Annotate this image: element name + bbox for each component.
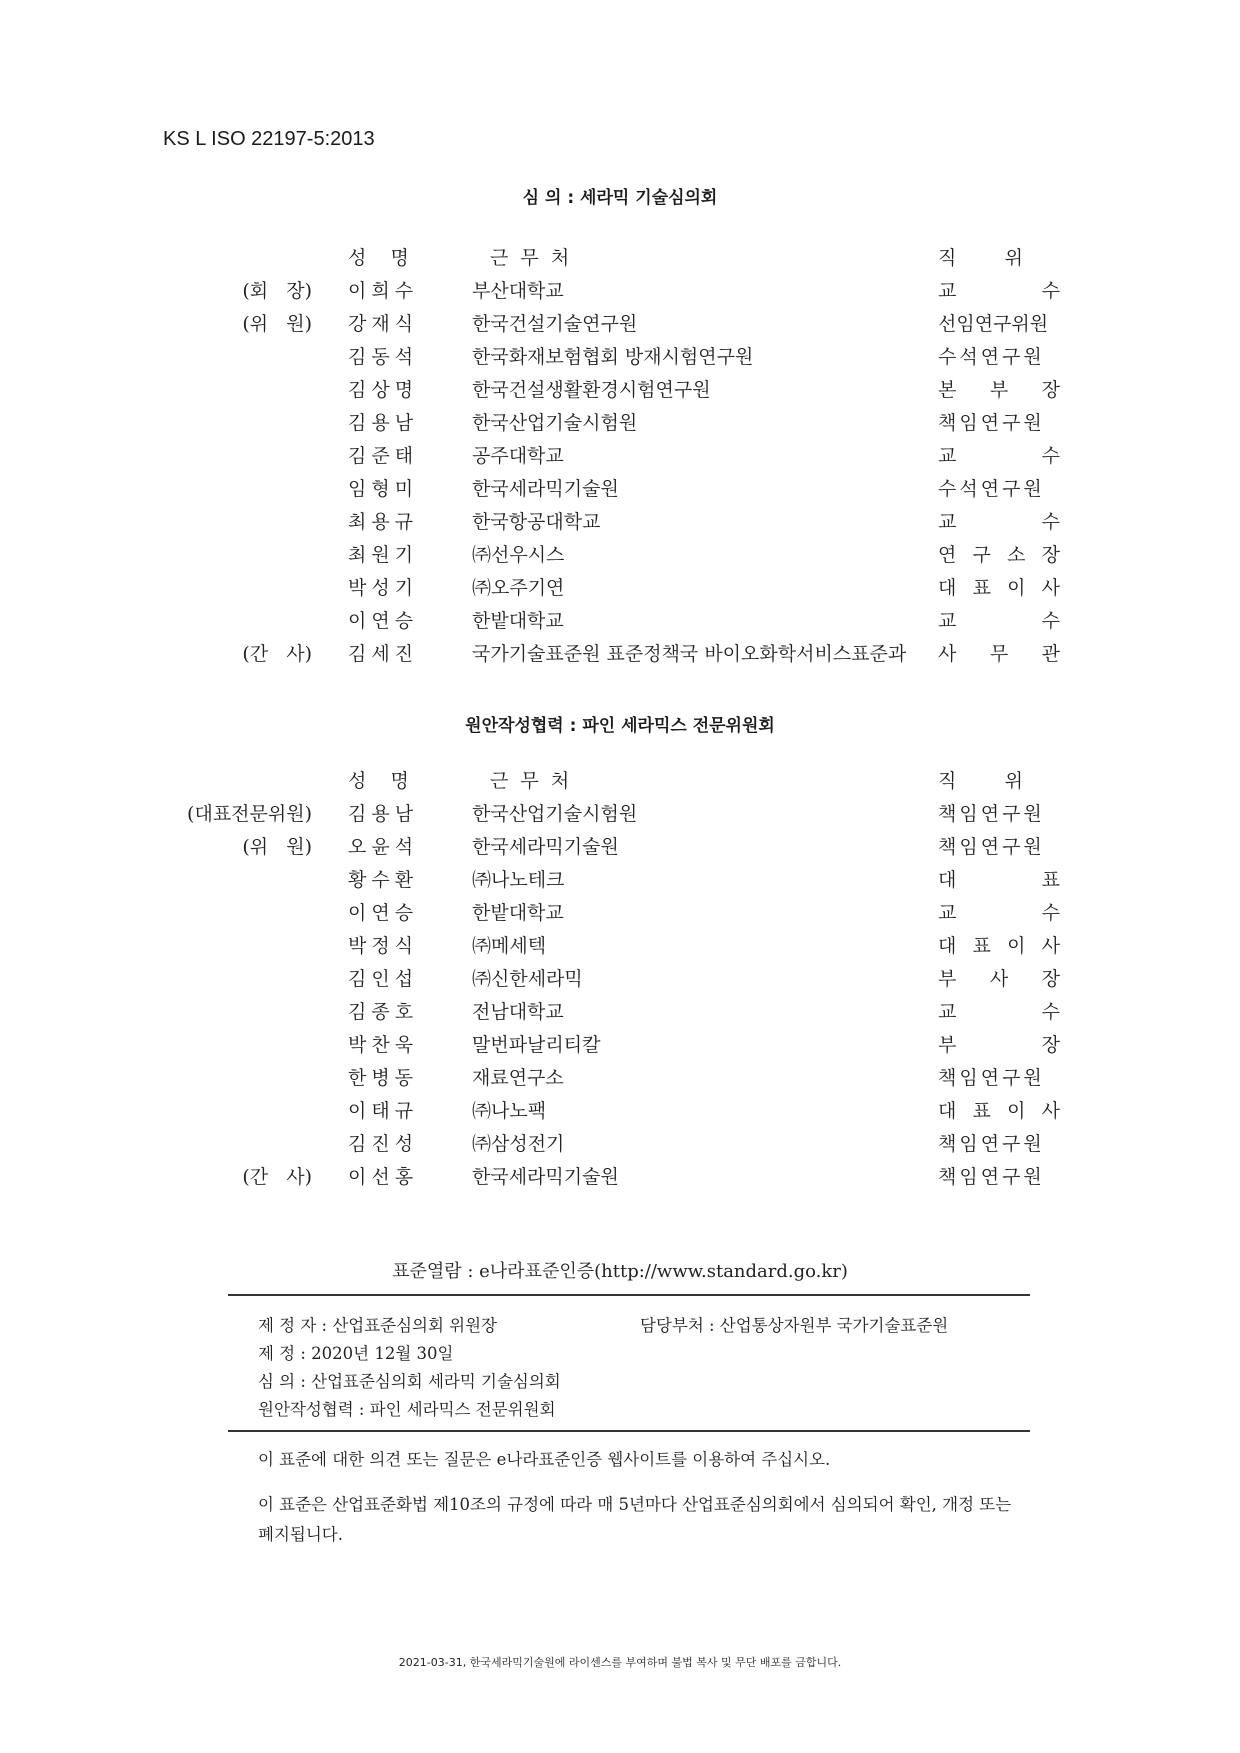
table-row xyxy=(0,276,1240,306)
member-organization: 공주대학교 xyxy=(472,445,564,467)
member-name: 김상명 xyxy=(348,379,419,401)
member-organization: 한밭대학교 xyxy=(472,902,564,924)
member-name: 이연승 xyxy=(348,610,419,632)
member-position: 교 수 xyxy=(938,445,1060,467)
notice-comments: 이 표준에 대한 의견 또는 질문은 e나라표준인증 웹사이트를 이용하여 주십시오. xyxy=(258,1450,831,1469)
member-position: 교 수 xyxy=(938,902,1060,924)
member-organization: 국가기술표준원 표준정책국 바이오화학서비스표준과 xyxy=(472,643,907,665)
member-name: 강재식 xyxy=(348,313,419,335)
member-position: 책임연구원 xyxy=(938,803,1045,825)
table-row xyxy=(0,1129,1240,1159)
table-row xyxy=(0,309,1240,339)
table-row xyxy=(0,606,1240,636)
table-header xyxy=(0,243,1240,273)
member-role: (위 원) xyxy=(242,836,312,858)
member-organization: 한국세라믹기술원 xyxy=(472,1166,619,1188)
table-row xyxy=(0,964,1240,994)
member-role: (간 사) xyxy=(242,1166,312,1188)
member-name: 김인섭 xyxy=(348,968,419,990)
member-position: 연 구 소 장 xyxy=(938,544,1060,566)
member-position: 부 장 xyxy=(938,1034,1060,1056)
table-row xyxy=(0,1063,1240,1093)
member-name: 김진성 xyxy=(348,1133,419,1155)
member-position: 교 수 xyxy=(938,511,1060,533)
member-organization: 말번파날리티칼 xyxy=(472,1034,601,1056)
member-name: 오윤석 xyxy=(348,836,419,858)
table-row xyxy=(0,1162,1240,1192)
divider-top xyxy=(228,1294,1030,1296)
member-position: 대 표 이 사 xyxy=(938,577,1060,599)
table-row xyxy=(0,1096,1240,1126)
member-position: 본 부 장 xyxy=(938,379,1060,401)
member-position: 수석연구원 xyxy=(938,478,1045,500)
member-organization: 한국건설생활환경시험연구원 xyxy=(472,379,711,401)
member-position: 책임연구원 xyxy=(938,1166,1045,1188)
table-row xyxy=(0,540,1240,570)
license-footer: 2021-03-31, 한국세라믹기술원에 라이센스를 부여하며 불법 복사 및 무단 배포를 금합니다. xyxy=(398,1656,842,1669)
member-organization: ㈜나노테크 xyxy=(472,869,565,891)
member-organization: ㈜삼성전기 xyxy=(472,1133,565,1155)
notice-review: 이 표준은 산업표준화법 제10조의 규정에 따라 매 5년마다 산업표준심의회에서 심의되어 확인, 개정 또는 폐지됩니다. xyxy=(258,1495,1012,1544)
table-row xyxy=(0,1030,1240,1060)
member-name: 황수환 xyxy=(348,869,419,891)
table-row xyxy=(0,573,1240,603)
member-position: 부 사 장 xyxy=(938,968,1060,990)
header-position: 직 위 xyxy=(938,247,1024,269)
table-row xyxy=(0,799,1240,829)
member-position: 대 표 xyxy=(938,869,1060,891)
member-role: (간 사) xyxy=(242,643,312,665)
member-name: 이태규 xyxy=(348,1100,419,1122)
draft-cooperation: 원안작성협력 : 파인 세라믹스 전문위원회 xyxy=(258,1400,556,1419)
deliberation: 심 의 : 산업표준심의회 세라믹 기술심의회 xyxy=(258,1372,561,1391)
header-org: 근 무 처 xyxy=(490,770,570,792)
member-organization: ㈜오주기연 xyxy=(472,577,565,599)
member-organization: ㈜선우시스 xyxy=(472,544,565,566)
header-org: 근 무 처 xyxy=(490,247,570,269)
member-name: 한병동 xyxy=(348,1067,419,1089)
header-name: 성 명 xyxy=(348,247,409,269)
enacted-date: 제 정 : 2020년 12월 30일 xyxy=(258,1344,454,1363)
member-name: 김동석 xyxy=(348,346,419,368)
member-position: 교 수 xyxy=(938,1001,1060,1023)
member-organization: ㈜메세텍 xyxy=(472,935,547,957)
enacted-by: 제 정 자 : 산업표준심의회 위원장 xyxy=(258,1316,497,1335)
document-code: KS L ISO 22197-5:2013 xyxy=(163,128,375,150)
member-organization: 한국세라믹기술원 xyxy=(472,836,619,858)
member-name: 김종호 xyxy=(348,1001,419,1023)
member-name: 최원기 xyxy=(348,544,419,566)
member-organization: 한국산업기술시험원 xyxy=(472,412,638,434)
member-name: 이연승 xyxy=(348,902,419,924)
table-row xyxy=(0,507,1240,537)
member-position: 교 수 xyxy=(938,280,1060,302)
member-organization: 전남대학교 xyxy=(472,1001,564,1023)
member-position: 책임연구원 xyxy=(938,1133,1045,1155)
member-name: 박정식 xyxy=(348,935,419,957)
member-position: 사 무 관 xyxy=(938,643,1060,665)
member-organization: 한국항공대학교 xyxy=(472,511,601,533)
member-name: 김준태 xyxy=(348,445,419,467)
member-organization: ㈜신한세라믹 xyxy=(472,968,583,990)
member-organization: ㈜나노팩 xyxy=(472,1100,547,1122)
member-position: 교 수 xyxy=(938,610,1060,632)
table-row xyxy=(0,832,1240,862)
member-name: 김용남 xyxy=(348,803,419,825)
member-name: 박찬욱 xyxy=(348,1034,419,1056)
table-row xyxy=(0,997,1240,1027)
divider-bottom xyxy=(228,1430,1030,1432)
member-role: (위 원) xyxy=(242,313,312,335)
member-role: (대표전문위원) xyxy=(187,803,312,825)
member-position: 수석연구원 xyxy=(938,346,1045,368)
header-name: 성 명 xyxy=(348,770,409,792)
member-organization: 한국건설기술연구원 xyxy=(472,313,638,335)
member-organization: 한국산업기술시험원 xyxy=(472,803,638,825)
member-name: 최용규 xyxy=(348,511,419,533)
member-position: 책임연구원 xyxy=(938,412,1045,434)
header-position: 직 위 xyxy=(938,770,1024,792)
table-row xyxy=(0,898,1240,928)
standard-view-link: 표준열람 : e나라표준인증(http://www.standard.go.kr) xyxy=(392,1261,848,1282)
member-name: 김세진 xyxy=(348,643,419,665)
member-position: 선임연구위원 xyxy=(938,313,1049,335)
member-organization: 한국세라믹기술원 xyxy=(472,478,619,500)
member-name: 임형미 xyxy=(348,478,419,500)
member-position: 대 표 이 사 xyxy=(938,1100,1060,1122)
table-row xyxy=(0,342,1240,372)
table-row xyxy=(0,408,1240,438)
table-row xyxy=(0,375,1240,405)
member-position: 책임연구원 xyxy=(938,836,1045,858)
member-organization: 한국화재보험협회 방재시험연구원 xyxy=(472,346,754,368)
member-organization: 부산대학교 xyxy=(472,280,564,302)
member-name: 박성기 xyxy=(348,577,419,599)
member-name: 김용남 xyxy=(348,412,419,434)
member-name: 이선홍 xyxy=(348,1166,419,1188)
section2-title: 원안작성협력 : 파인 세라믹스 전문위원회 xyxy=(465,716,775,736)
section1-title: 심 의 : 세라믹 기술심의회 xyxy=(522,188,718,208)
table-row xyxy=(0,474,1240,504)
member-organization: 재료연구소 xyxy=(472,1067,564,1089)
member-name: 이희수 xyxy=(348,280,419,302)
member-organization: 한밭대학교 xyxy=(472,610,564,632)
member-position: 책임연구원 xyxy=(938,1067,1045,1089)
table-header xyxy=(0,766,1240,796)
table-row xyxy=(0,865,1240,895)
table-row xyxy=(0,441,1240,471)
member-role: (회 장) xyxy=(242,280,312,302)
table-row xyxy=(0,931,1240,961)
member-position: 대 표 이 사 xyxy=(938,935,1060,957)
table-row xyxy=(0,639,1240,669)
department: 담당부처 : 산업통상자원부 국가기술표준원 xyxy=(640,1316,949,1335)
